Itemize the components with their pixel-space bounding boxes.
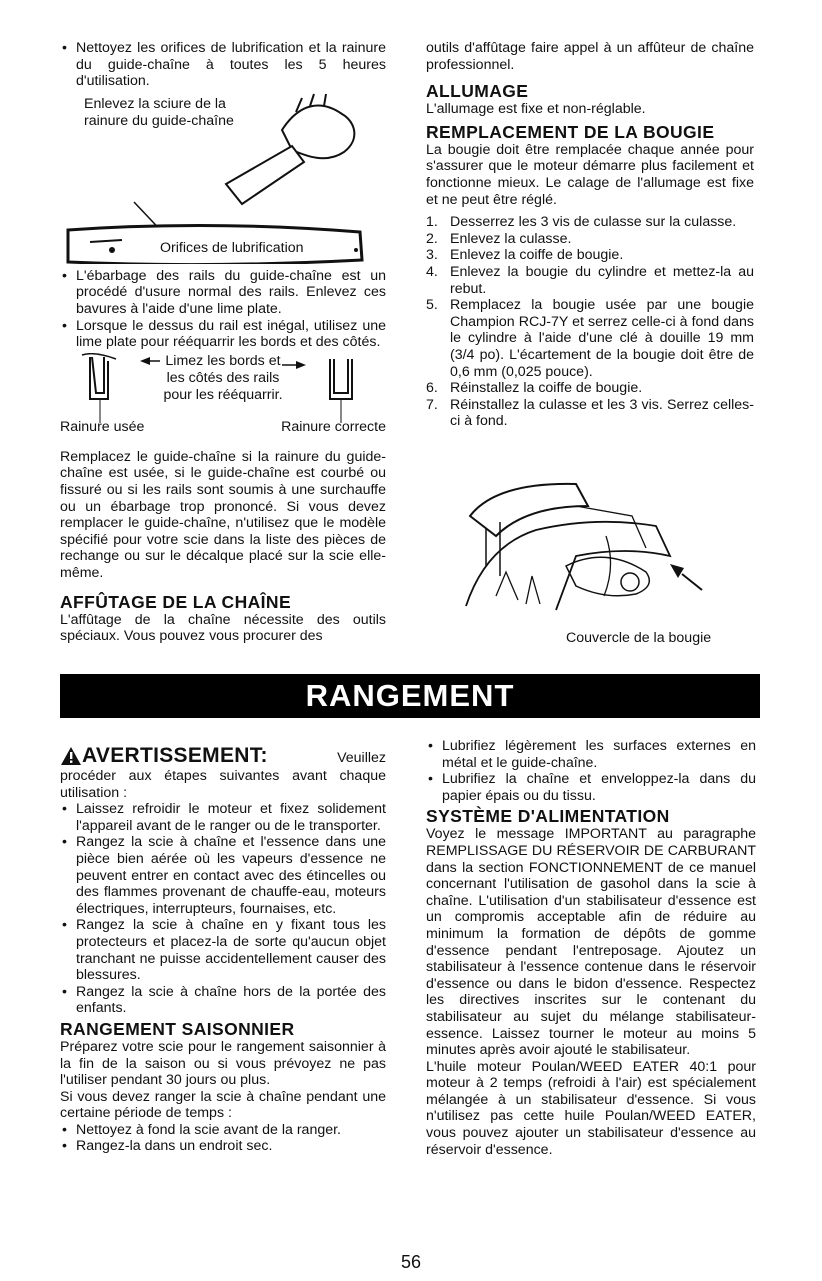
right-column-bottom: [426, 738, 756, 1158]
step-item: 1. Desserrez les 3 vis de culasse sur la culasse.: [426, 214, 737, 231]
storage-bullet: • Rangez la scie à chaîne hors de la portée des enfants.: [60, 984, 386, 1017]
step-item: 5. Remplacez la bougie usée par une bougie Champion RCJ-7Y et serrez celle-ci à fond dans le cylindre à l'aide d'une clé à douille 19 mm (3/4 po). L'écartement de la bougie doit être de 0,6 mm (0,025 pouce).: [426, 297, 754, 380]
heading-seasonal-storage: RANGEMENT SAISONNIER: [60, 1018, 295, 1039]
para-oil: L'huile moteur Poulan/WEED EATER 40:1 pour moteur à 2 temps (refroidi à l'air) est spécialement mélangée à un stabilisateur d'essence. Si vous n'utilisez pas cette huile Poulan/WEED EATER, vous pouvez ajouter un stabilisateur d'essence au réservoir d'essence.: [426, 1058, 756, 1158]
storage-bullet: • Laissez refroidir le moteur et fixez solidement l'appareil avant de le ranger ou de le transporter.: [60, 801, 386, 834]
page-number: 56: [400, 1252, 422, 1272]
step-item: 2. Enlevez la culasse.: [426, 230, 572, 247]
fig1-label-oil-holes: Orifices de lubrification: [160, 239, 304, 256]
left-column-bottom: [60, 744, 386, 1155]
warning-title: AVERTISSEMENT:: [82, 744, 268, 767]
warning-block: [60, 744, 386, 801]
para-chain-sharpening: L'affûtage de la chaîne nécessite des outils spéciaux. Vous pouvez vous procurer des: [60, 611, 386, 645]
para-ignition: L'allumage est fixe et non-réglable.: [426, 101, 646, 118]
fig1-label-sawdust: Enlevez la sciure de la rainure du guide-chaîne: [84, 95, 234, 129]
para-seasonal-1: Préparez votre scie pour le rangement saisonnier à la fin de la saison ou si vous prévoyez ne pas l'utiliser pendant 30 jours ou plus.: [60, 1038, 386, 1089]
fig2-label-file-edges: Limez les bords et les côtés des rails pour les rééquarrir.: [163, 352, 283, 403]
fig3-caption: Couvercle de la bougie: [566, 630, 712, 646]
para-spark-plug: La bougie doit être remplacée chaque année pour s'assurer que le moteur démarre plus facilement et fonctionne mieux. Le calage de l'allumage est fixe et ne peut être réglé.: [426, 141, 754, 208]
fig2-label-worn: Rainure usée: [60, 418, 145, 435]
left-column-top: [60, 40, 386, 645]
bar-groove-illustration: [60, 92, 386, 264]
spark-plug-illustration: [456, 476, 756, 616]
heading-spark-plug: REMPLACEMENT DE LA BOUGIE: [426, 121, 715, 142]
spark-plug-steps: [426, 214, 754, 430]
bullet-clean-oil-holes: • Nettoyez les orifices de lubrification et la rainure du guide-chaîne à toutes les 5 heures d'utilisation.: [60, 40, 386, 90]
heading-fuel-system: SYSTÈME D'ALIMENTATION: [426, 806, 670, 827]
step-item: 4. Enlevez la bougie du cylindre et mettez-la au rebut.: [426, 263, 754, 297]
heading-chain-sharpening: AFFÛTAGE DE LA CHAÎNE: [60, 591, 292, 612]
figure-bar-groove: [60, 92, 386, 264]
right-column-top: [426, 40, 754, 430]
section-banner-storage: RANGEMENT: [60, 674, 760, 718]
warning-lead: Veuillez procéder aux étapes suivantes avant chaque utilisation :: [60, 750, 386, 801]
para-replace-bar: Remplacez le guide-chaîne si la rainure du guide-chaîne est usée, si le guide-chaîne est courbé ou fissuré ou si les rails sont soumis à une surchauffe ou un ébarbage trop prononcé. Si vous devez remplacer le guide-chaîne, n'utilisez que le modèle spécifié pour votre scie dans la liste des pièces de rechange ou sur le décalque placé sur la scie elle-même.: [60, 448, 386, 581]
bullet-uneven-rail: • Lorsque le dessus du rail est inégal, utilisez une lime plate pour rééquarrir les bords et des côtés.: [60, 318, 386, 351]
step-item: 3. Enlevez la coiffe de bougie.: [426, 247, 624, 264]
step-item: 7. Réinstallez la culasse et les 3 vis. Serrez celles-ci à fond.: [426, 396, 754, 430]
heading-ignition: ALLUMAGE: [426, 81, 529, 102]
bullet-burr-removal: • L'ébarbage des rails du guide-chaîne est un procédé d'usure normal des rails. Enlevez ces bavures à l'aide d'une lime plate.: [60, 268, 386, 318]
storage-bullet: • Rangez la scie à chaîne en y fixant tous les protecteurs et placez-la de sorte qu'aucun objet tranchant ne puisse accidentellement causer des blessures.: [60, 917, 386, 983]
para-fuel-system: Voyez le message IMPORTANT au paragraphe REMPLISSAGE DU RÉSERVOIR DE CARBURANT dans la section FONCTIONNEMENT de ce manuel concernant l'utilisation de gasohol dans la scie à chaîne. L'utilisation d'un stabilisateur d'essence est un compromis acceptable afin de réduire au minimum la formation de dépôts de gomme d'essence pendant l'entreposage. Ajoutez un stabilisateur à l'essence contenue dans le réservoir d'essence ou dans le bidon d'essence. Respectez les directives inscrites sur le contenant du stabilisateur au sujet du mélange stabilisateur-essence. Laissez tourner le moteur au moins 5 minutes après avoir ajouté le stabilisateur.: [426, 826, 756, 1059]
para-seasonal-2: Si vous devez ranger la scie à chaîne pendant une certaine période de temps :: [60, 1088, 386, 1122]
para-sharpening-cont: outils d'affûtage faire appel à un affûteur de chaîne professionnel.: [426, 40, 754, 73]
warning-triangle-icon: [60, 746, 82, 766]
seasonal-bullet: • Nettoyez à fond la scie avant de la ranger.: [60, 1122, 386, 1139]
seasonal-bullet: • Rangez-la dans un endroit sec.: [60, 1138, 386, 1155]
step-item: 6. Réinstallez la coiffe de bougie.: [426, 380, 643, 397]
storage-bullet: • Rangez la scie à chaîne et l'essence dans une pièce bien aérée où les vapeurs d'essence ne peuvent entrer en contact avec des étincelles ou des flammes provenant de chauffe-eau, moteurs électriques, interrupteurs, fournaises, etc.: [60, 834, 386, 917]
storage-bullet: • Lubrifiez légèrement les surfaces externes en métal et le guide-chaîne.: [426, 738, 756, 771]
storage-bullet: • Lubrifiez la chaîne et enveloppez-la dans du papier épais ou du tissu.: [426, 771, 756, 804]
fig2-label-correct: Rainure correcte: [281, 418, 386, 435]
figure-rail-dressing: [60, 353, 386, 435]
